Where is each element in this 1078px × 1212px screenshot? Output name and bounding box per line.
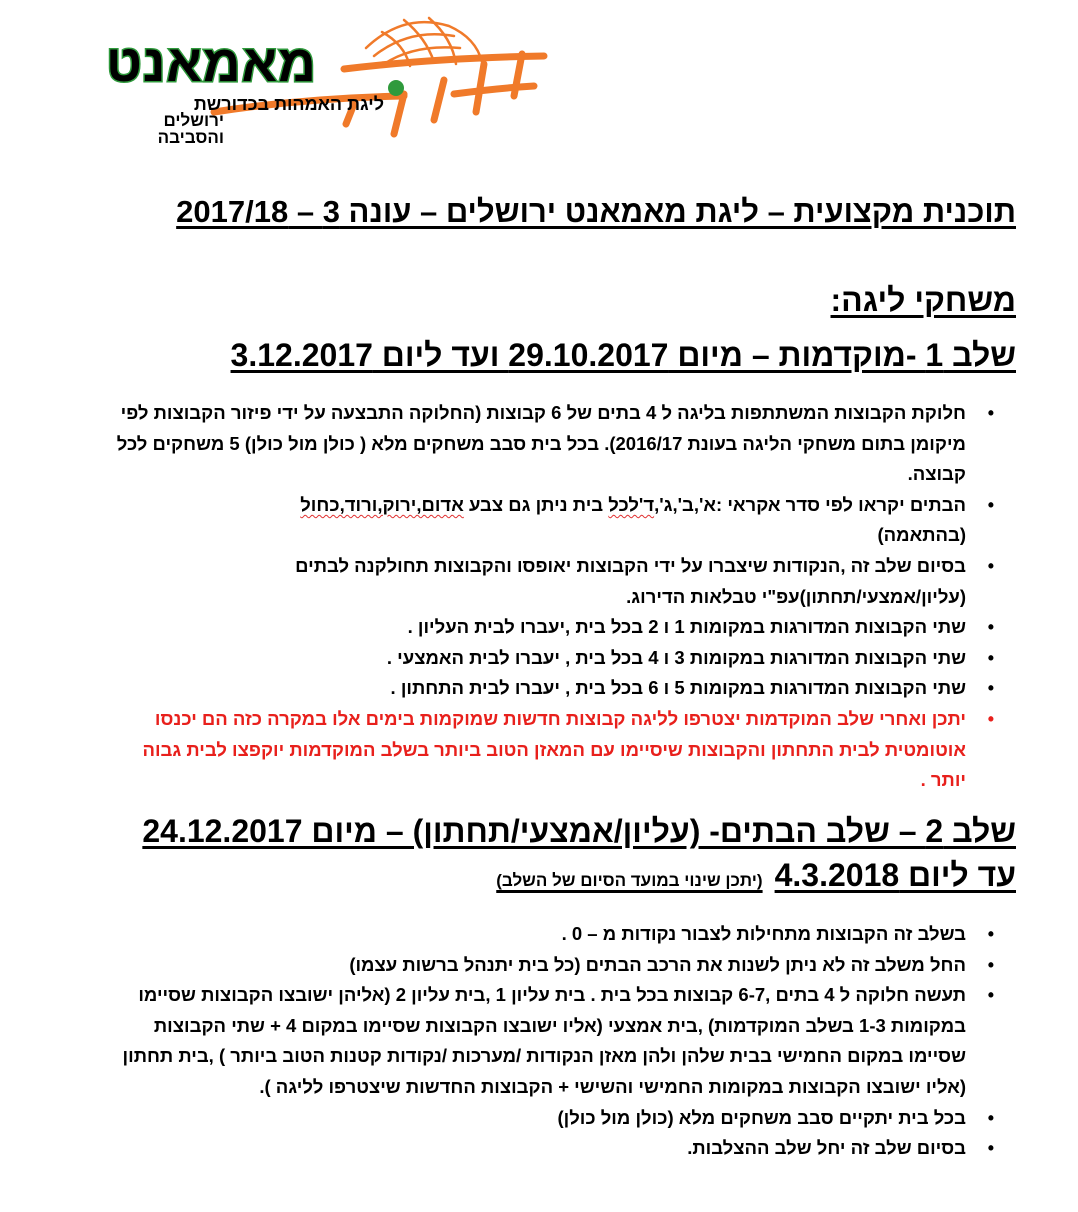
stage1-list xyxy=(103,398,1016,796)
list-item: • בסיום שלב זה ,הנקודות שיצברו על ידי הקבוצות יאופסו והקבוצות תחולקנה לבתים (עליון/אמצעי/תחתון)עפ"י טבלאות הדירוג. xyxy=(103,551,1016,612)
list-item: • בכל בית יתקיים סבב משחקים מלא (כולן מול כולן) xyxy=(103,1103,1016,1134)
item-text-misspelled: ד'לכל xyxy=(608,493,655,515)
stage2-end-date: עד ליום 4.3.2018 xyxy=(774,857,1016,893)
stage2-heading-line2 xyxy=(496,857,1016,894)
list-item: • תעשה חלוקה ל 4 בתים ,6-7 קבוצות בכל בית . בית עליון 1 ,בית עליון 2 (אליהן ישובצו הקבוצות שסיימו במקומות 1-3 בשלב המוקדמות) ,בית אמצעי (אליו ישובצו הקבוצות שסיימו במקום 4 + שתי הקבוצות שסיימו במקום החמישי בבית שלהן ולהן מאזן הנקודות /מערכות /נקודות קטנות הטוב ביותר ) ,בית תחתון (אליו ישובצו הקבוצות במקומות החמישי והשישי + הקבוצות החדשות שיצטרפו לליגה ). xyxy=(103,980,1016,1102)
list-item: • שתי הקבוצות המדורגות במקומות 1 ו 2 בכל בית ,יעברו לבית העליון . xyxy=(103,612,1016,643)
list-item: • חלוקת הקבוצות המשתתפות בליגה ל 4 בתים של 6 קבוצות (החלוקה התבצעה על ידי פיזור הקבוצות לפי מיקומן בתום משחקי הליגה בעונת 2016/17). בכל בית סבב משחקים מלא ( כולן מול כולן) 5 משחקים לכל קבוצה. xyxy=(103,398,1016,490)
list-item: • בשלב זה הקבוצות מתחילות לצבור נקודות מ – 0 . xyxy=(103,919,1016,950)
page-title: תוכנית מקצועית – ליגת מאמאנט ירושלים – עונה 3 – 2017/18 xyxy=(176,194,1016,229)
list-item xyxy=(103,490,1016,551)
list-item: • שתי הקבוצות המדורגות במקומות 3 ו 4 בכל בית , יעברו לבית האמצעי . xyxy=(103,643,1016,674)
item-text: הבתים יקראו לפי סדר אקראי :א',ב',ג', xyxy=(654,493,966,515)
list-item-note: • יתכן ואחרי שלב המוקדמות יצטרפו לליגה קבוצות חדשות שמוקמות בימים אלו במקרה כזה הם יכנסו אוטומטית לבית התחתון והקבוצות שיסיימו עם המאזן הטוב ביותר בשלב המוקדמות יוקפצו לבית גבוה יותר . xyxy=(103,704,1016,796)
logo-city-line1: ירושלים xyxy=(163,111,224,130)
league-logo xyxy=(104,14,554,146)
league-games-heading: משחקי ליגה: xyxy=(830,282,1016,318)
stage2-note: (יתכן שינוי במועד הסיום של השלב) xyxy=(496,871,763,890)
stage1-heading: שלב 1 -מוקדמות – מיום 29.10.2017 ועד ליום 3.12.2017 xyxy=(230,337,1016,373)
logo-city xyxy=(104,112,224,146)
logo-subtitle: ליגת האמהות בכדורשת xyxy=(193,94,384,114)
item-text-colors: אדום,ירוק,ורוד,כחול xyxy=(300,493,464,515)
list-item: • שתי הקבוצות המדורגות במקומות 5 ו 6 בכל בית , יעברו לבית התחתון . xyxy=(103,673,1016,704)
stage2-heading: שלב 2 – שלב הבתים- (עליון/אמצעי/תחתון) – מיום 24.12.2017 xyxy=(142,813,1016,849)
list-item: • בסיום שלב זה יחל שלב ההצלבות. xyxy=(103,1133,1016,1164)
item-text: בית ניתן גם צבע xyxy=(463,493,609,515)
logo-wordmark: מאמאנט xyxy=(106,35,317,93)
stage2-list xyxy=(103,919,1016,1164)
item-text: (בהתאמה) xyxy=(877,524,966,546)
list-item: • החל משלב זה לא ניתן לשנות את הרכב הבתים (כל בית יתנהל ברשות עצמו) xyxy=(103,950,1016,981)
logo-city-line2: והסביבה xyxy=(157,128,224,147)
